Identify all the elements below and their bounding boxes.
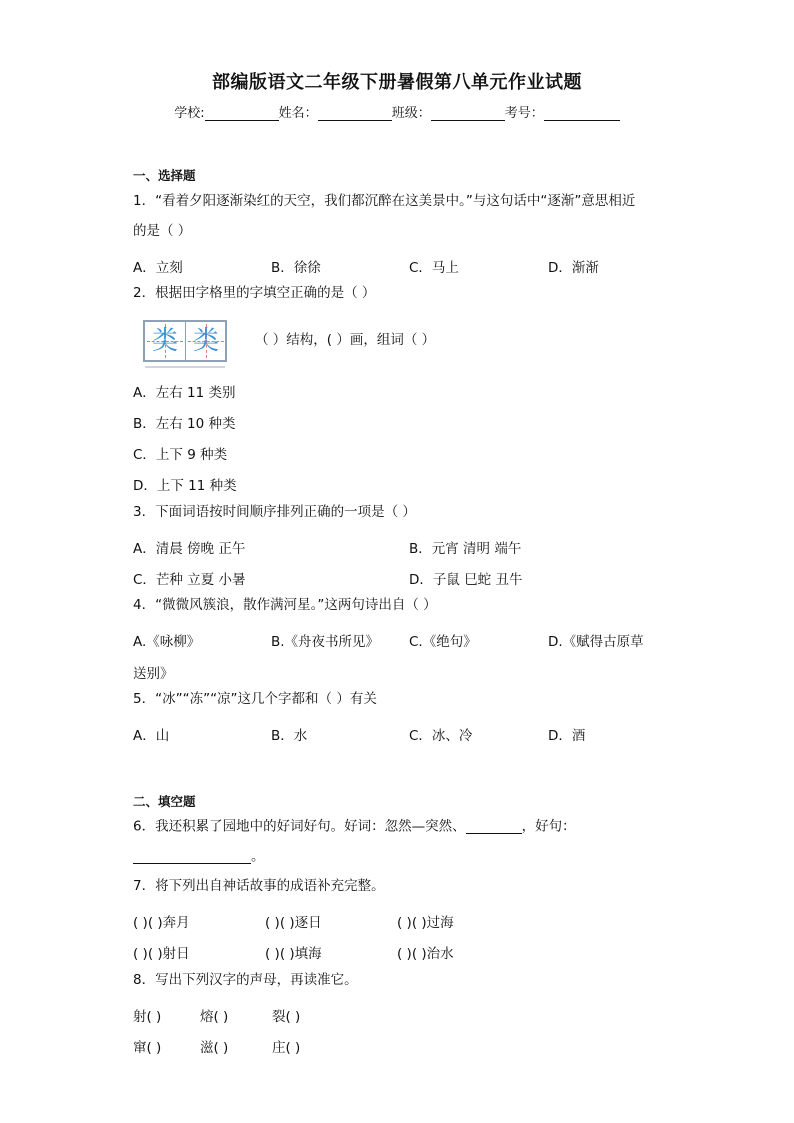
q1-line2: 的是（ ） (133, 223, 192, 239)
q4-option-d-cont: 送别》 (133, 666, 174, 682)
class-label: 班级： (391, 106, 431, 121)
q8-item-5[interactable]: 滋( ) (200, 1040, 229, 1056)
tianzige-grid (143, 320, 227, 362)
q3-text: 3．下面词语按时间顺序排列正确的一项是（ ） (133, 504, 416, 520)
q4-option-d[interactable]: D.《赋得古原草 (548, 634, 644, 650)
q1-option-d[interactable]: D．渐渐 (548, 260, 599, 276)
q6-blank-2[interactable] (133, 849, 251, 864)
grid-char-1: 类 (151, 326, 178, 356)
student-info (0, 102, 794, 121)
q8-text: 8．写出下列汉字的声母，再读准它。 (133, 972, 358, 988)
q7-item-6[interactable]: ( )( )治水 (397, 946, 454, 962)
school-blank[interactable] (205, 106, 279, 121)
q6-line1 (133, 819, 576, 834)
q6-end: 。 (251, 848, 265, 865)
q7-item-3[interactable]: ( )( )过海 (397, 915, 454, 931)
q8-item-4[interactable]: 窜( ) (133, 1040, 162, 1056)
q7-item-4[interactable]: ( )( )射日 (133, 946, 190, 962)
q8-item-3[interactable]: 裂( ) (272, 1009, 301, 1025)
page-title: 部编版语文二年级下册暑假第八单元作业试题 (212, 72, 582, 93)
q2-text: 2．根据田字格里的字填空正确的是（ ） (133, 285, 376, 301)
q3-option-a[interactable]: A．清晨 傍晚 正午 (133, 541, 246, 557)
exam-no-blank[interactable] (544, 106, 620, 121)
section-heading-choice: 一、选择题 (133, 168, 196, 183)
q6-blank-1[interactable] (466, 819, 522, 834)
q7-text: 7．将下列出自神话故事的成语补充完整。 (133, 878, 385, 894)
q5-option-b[interactable]: B．水 (271, 728, 308, 744)
q1-option-a[interactable]: A．立刻 (133, 260, 183, 276)
grid-cell-1 (145, 322, 185, 360)
name-label: 姓名： (278, 106, 318, 121)
grid-cell-2 (185, 322, 226, 360)
q5-option-a[interactable]: A．山 (133, 728, 170, 744)
q3-option-d[interactable]: D．子鼠 巳蛇 丑牛 (409, 572, 523, 588)
q1-option-b[interactable]: B．徐徐 (271, 260, 321, 276)
q3-option-b[interactable]: B．元宵 清明 端午 (409, 541, 522, 557)
q2-option-b[interactable]: B．左右 10 种类 (133, 416, 236, 432)
q4-option-c[interactable]: C.《绝句》 (409, 634, 477, 650)
q8-item-6[interactable]: 庄( ) (272, 1040, 301, 1056)
q2-prompt: （ ）结构，( ）画，组词（ ） (255, 332, 436, 348)
q5-option-c[interactable]: C．冰、冷 (409, 728, 473, 744)
q1-line1: 1．“看着夕阳逐渐染红的天空，我们都沉醉在这美景中。”与这句话中“逐渐”意思相近 (133, 193, 636, 209)
q4-option-a[interactable]: A.《咏柳》 (133, 634, 201, 650)
q3-option-c[interactable]: C．芒种 立夏 小暑 (133, 572, 246, 588)
q2-option-c[interactable]: C．上下 9 种类 (133, 447, 228, 463)
class-blank[interactable] (431, 106, 505, 121)
name-blank[interactable] (318, 106, 392, 121)
section-heading-fill: 二、填空题 (133, 794, 196, 809)
q8-item-1[interactable]: 射( ) (133, 1009, 162, 1025)
q7-item-5[interactable]: ( )( )填海 (265, 946, 322, 962)
q4-option-b[interactable]: B.《舟夜书所见》 (271, 634, 380, 650)
q6-text-b: ，好句： (521, 818, 576, 835)
q7-item-2[interactable]: ( )( )逐日 (265, 915, 322, 931)
q7-item-1[interactable]: ( )( )奔月 (133, 915, 190, 931)
school-label: 学校: (174, 106, 205, 121)
q2-option-a[interactable]: A．左右 11 类别 (133, 385, 236, 401)
q2-option-d[interactable]: D．上下 11 种类 (133, 478, 237, 494)
q6-line2 (133, 849, 265, 864)
q6-text-a: 6．我还积累了园地中的好词好句。好词：忽然—突然、 (133, 818, 466, 835)
q1-option-c[interactable]: C．马上 (409, 260, 459, 276)
q8-item-2[interactable]: 熔( ) (200, 1009, 229, 1025)
q5-text: 5．“冰”“冻”“凉”这几个字都和（ ）有关 (133, 691, 377, 707)
q5-option-d[interactable]: D．酒 (548, 728, 586, 744)
q4-text: 4．“微微风簇浪，散作满河星。”这两句诗出自（ ） (133, 597, 437, 613)
exam-no-label: 考号： (504, 106, 544, 121)
grid-char-2: 类 (192, 326, 219, 356)
